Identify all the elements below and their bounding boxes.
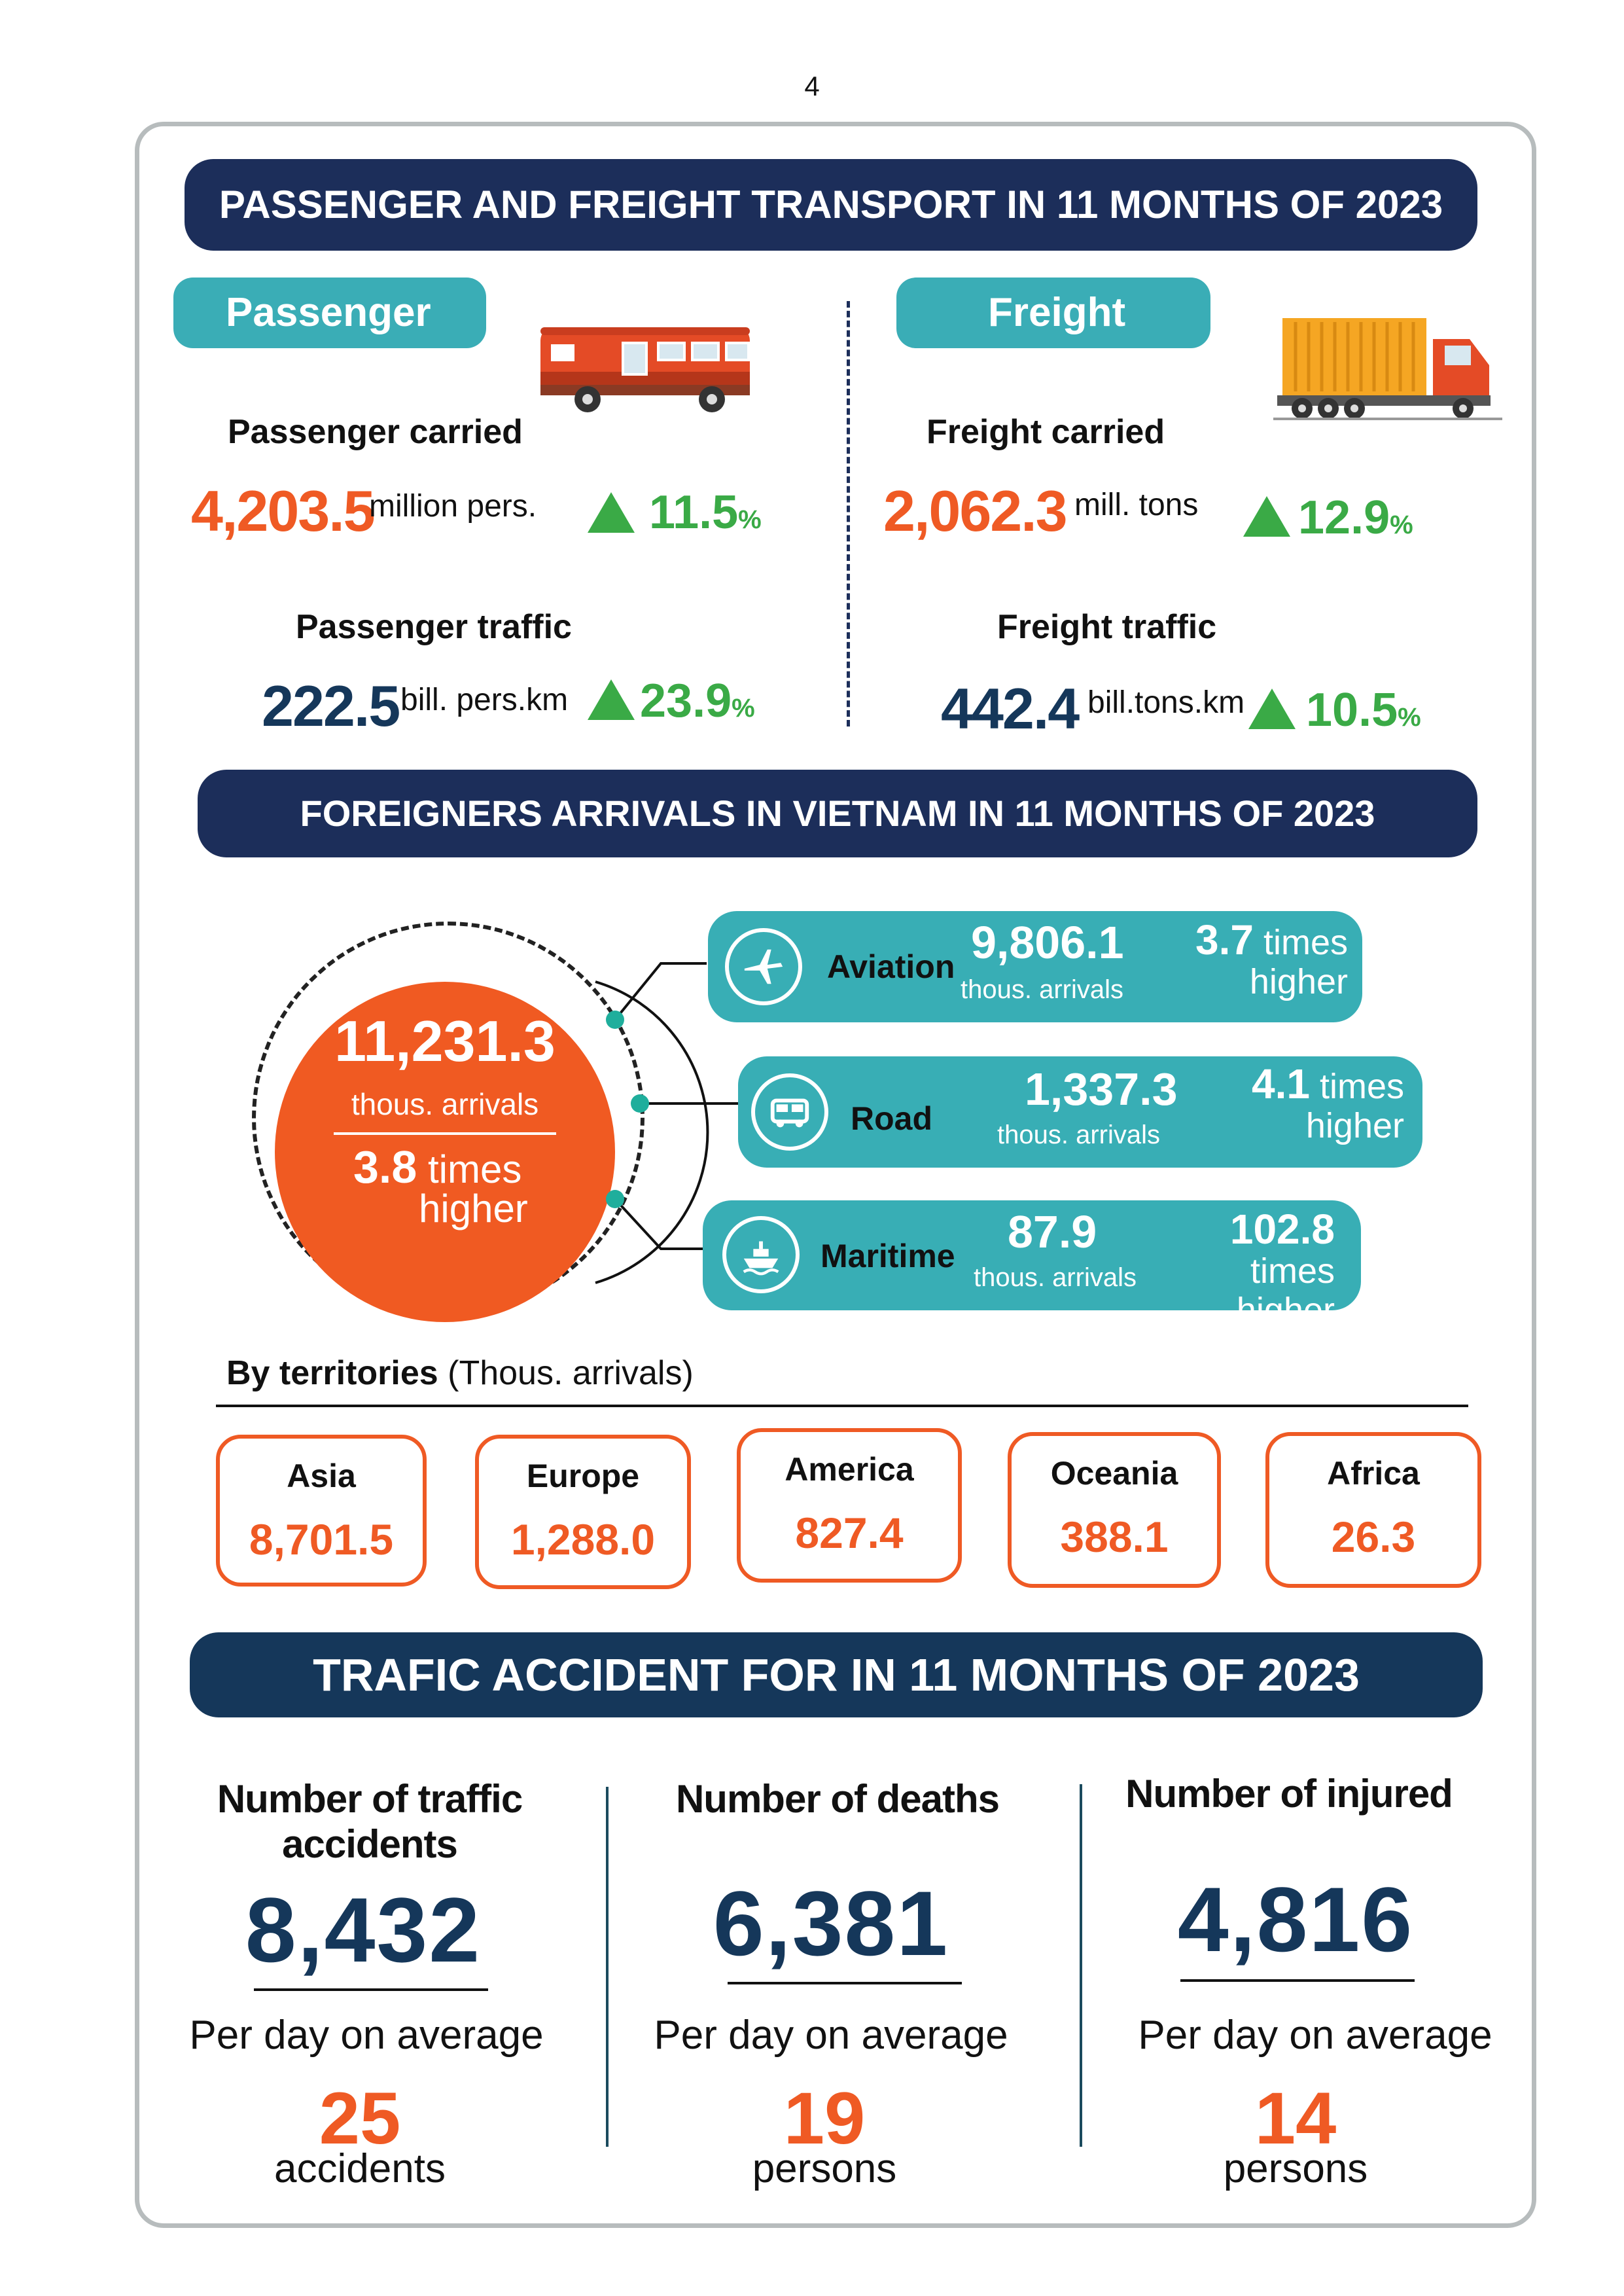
transport-title: PASSENGER AND FREIGHT TRANSPORT IN 11 MONTHS OF 2023 bbox=[185, 159, 1477, 251]
injured-per-day-label: Per day on average bbox=[1138, 2013, 1492, 2058]
injured-rule bbox=[1180, 1979, 1415, 1982]
accidents-count-daily: 25 bbox=[319, 2077, 401, 2159]
region-card-africa bbox=[1265, 1432, 1481, 1588]
region-value: 827.4 bbox=[795, 1509, 904, 1557]
passenger-traffic-value: 222.5 bbox=[262, 673, 400, 738]
passenger-traffic-growth: 23.9% bbox=[640, 675, 755, 727]
freight-section-label: Freight bbox=[896, 278, 1210, 348]
mode-name-road: Road bbox=[851, 1100, 932, 1137]
region-name: Europe bbox=[526, 1458, 640, 1494]
mode-unit-road: thous. arrivals bbox=[997, 1121, 1160, 1149]
mode-unit-aviation: thous. arrivals bbox=[961, 975, 1123, 1004]
bus-icon bbox=[751, 1073, 828, 1151]
arrivals-title: FOREIGNERS ARRIVALS IN VIETNAM IN 11 MONTHS OF 2023 bbox=[198, 770, 1477, 857]
territories-heading: By territories (Thous. arrivals) bbox=[226, 1354, 694, 1392]
region-value: 26.3 bbox=[1331, 1513, 1416, 1561]
freight-traffic-label: Freight traffic bbox=[997, 608, 1217, 646]
injured-daily: 14 bbox=[1254, 2077, 1337, 2159]
region-card-europe bbox=[475, 1435, 691, 1589]
mode-times-road: 4.1 times higher bbox=[1252, 1060, 1404, 1145]
region-value: 1,288.0 bbox=[510, 1515, 656, 1564]
mode-value-road: 1,337.3 bbox=[1025, 1064, 1178, 1115]
arrivals-total-value: 11,231.3 bbox=[334, 1009, 556, 1073]
region-name: Oceania bbox=[1050, 1455, 1178, 1492]
mode-times-aviation: 3.7 times higher bbox=[1195, 916, 1348, 1001]
airplane-icon bbox=[725, 928, 802, 1005]
passenger-carried-unit: million pers. bbox=[369, 489, 537, 524]
truck-illustration bbox=[1273, 313, 1502, 424]
injured-unit: persons bbox=[1223, 2146, 1368, 2191]
injured-total: 4,816 bbox=[1177, 1868, 1414, 1971]
passenger-carried-growth: 11.5% bbox=[649, 486, 762, 539]
deaths-title: Number of deaths bbox=[675, 1777, 1000, 1821]
arrivals-total-higher: higher bbox=[419, 1187, 528, 1230]
accidents-divider bbox=[606, 1787, 609, 2147]
passenger-traffic-unit: bill. pers.km bbox=[400, 683, 569, 717]
freight-traffic-unit: bill.tons.km bbox=[1087, 685, 1245, 720]
freight-carried-unit: mill. tons bbox=[1074, 488, 1199, 522]
territories-rule bbox=[216, 1405, 1468, 1407]
region-card-america bbox=[737, 1428, 962, 1583]
page-number: 4 bbox=[804, 71, 820, 101]
passenger-section-label: Passenger bbox=[173, 278, 486, 348]
transport-divider bbox=[847, 301, 850, 726]
deaths-daily: 19 bbox=[783, 2077, 866, 2159]
arrivals-total-rule bbox=[334, 1132, 556, 1135]
deaths-rule bbox=[728, 1982, 962, 1984]
ship-icon bbox=[722, 1216, 800, 1293]
arrivals-total-unit: thous. arrivals bbox=[351, 1087, 539, 1121]
deaths-per-day-label: Per day on average bbox=[654, 2013, 1008, 2058]
injured-title: Number of injured bbox=[1125, 1772, 1453, 1816]
accidents-count-total: 8,432 bbox=[245, 1878, 482, 1981]
mode-unit-maritime: thous. arrivals bbox=[974, 1263, 1137, 1292]
region-value: 8,701.5 bbox=[249, 1515, 394, 1564]
mode-name-aviation: Aviation bbox=[827, 948, 955, 985]
freight-carried-label: Freight carried bbox=[927, 413, 1165, 451]
mode-name-maritime: Maritime bbox=[821, 1238, 955, 1274]
mode-times-maritime: 102.8 times higher bbox=[1229, 1206, 1335, 1330]
growth-up-arrow-icon bbox=[1248, 689, 1296, 729]
freight-carried-growth: 12.9% bbox=[1298, 492, 1413, 544]
accidents-title: TRAFIC ACCIDENT FOR IN 11 MONTHS OF 2023 bbox=[190, 1632, 1483, 1717]
mode-value-aviation: 9,806.1 bbox=[971, 917, 1124, 968]
passenger-carried-value: 4,203.5 bbox=[191, 478, 374, 543]
growth-up-arrow-icon bbox=[1243, 496, 1290, 537]
accidents-count-title: Number of traffic accidents bbox=[217, 1777, 523, 1866]
freight-traffic-value: 442.4 bbox=[941, 676, 1079, 741]
growth-up-arrow-icon bbox=[588, 492, 635, 533]
freight-traffic-growth: 10.5% bbox=[1306, 684, 1421, 736]
accidents-count-unit: accidents bbox=[274, 2146, 446, 2191]
mode-value-maritime: 87.9 bbox=[1008, 1206, 1097, 1257]
passenger-carried-label: Passenger carried bbox=[228, 413, 523, 451]
region-card-oceania bbox=[1008, 1432, 1221, 1588]
deaths-total: 6,381 bbox=[713, 1872, 949, 1975]
region-name: Africa bbox=[1327, 1455, 1420, 1492]
accidents-count-per-day-label: Per day on average bbox=[189, 2013, 544, 2058]
growth-up-arrow-icon bbox=[588, 679, 635, 720]
region-name: America bbox=[785, 1451, 914, 1488]
accidents-divider bbox=[1080, 1784, 1082, 2147]
region-name: Asia bbox=[287, 1458, 356, 1494]
accidents-count-rule bbox=[254, 1988, 488, 1991]
region-value: 388.1 bbox=[1060, 1513, 1169, 1561]
bus-illustration bbox=[535, 319, 758, 418]
arrivals-total-times: 3.8 times bbox=[353, 1141, 522, 1193]
freight-carried-value: 2,062.3 bbox=[883, 478, 1067, 543]
region-card-asia bbox=[216, 1435, 427, 1587]
passenger-traffic-label: Passenger traffic bbox=[296, 608, 572, 646]
deaths-unit: persons bbox=[752, 2146, 897, 2191]
